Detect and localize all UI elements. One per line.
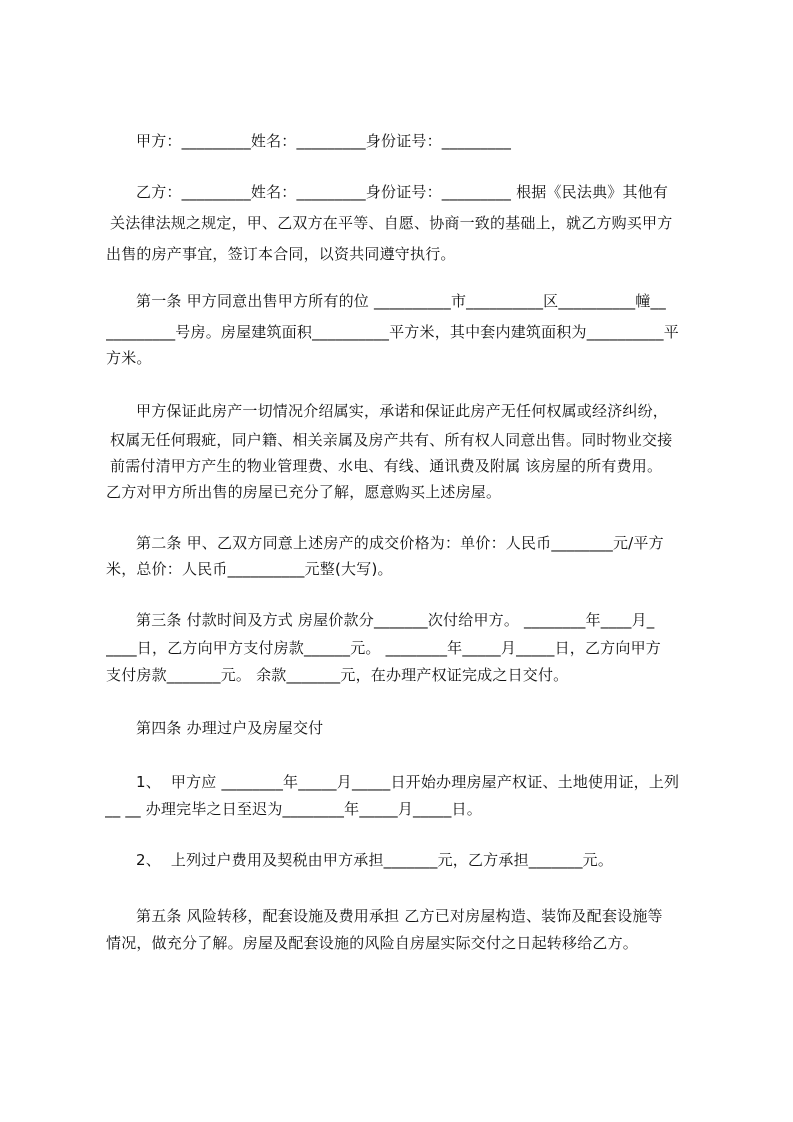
article-2-line-2: 米，总价：人民币__________元整(大写)。 xyxy=(106,560,393,578)
party-b-line: 乙方：_________姓名：_________身份证号：_________ 根据《民法典》其他有 xyxy=(136,183,669,201)
article-1-line-1: 第一条 甲方同意出售甲方所有的位 __________市__________区__________幢__ xyxy=(136,292,666,310)
article-4-item-2: 2、 上列过户费用及契税由甲方承担_______元，乙方承担_______元。 xyxy=(136,851,614,869)
article-1-line-3: 方米。 xyxy=(106,349,152,367)
intro-line-2: 出售的房产事宜，签订本合同，以资共同遵守执行。 xyxy=(106,245,456,263)
article-4-item-1-line-2: __ __ 办理完毕之日至迟为________年_____月_____日。 xyxy=(105,800,482,818)
guarantee-line-4: 乙方对甲方所出售的房屋已充分了解，愿意购买上述房屋。 xyxy=(106,483,502,501)
article-1-line-2: _________号房。房屋建筑面积__________平方米，其中套内建筑面积为__________平 xyxy=(106,323,679,341)
article-5-line-1: 第五条 风险转移，配套设施及费用承担 乙方已对房屋构造、装饰及配套设施等 xyxy=(136,907,663,925)
guarantee-line-2: 权属无任何瑕疵，同户籍、相关亲属及房产共有、所有权人同意出售。同时物业交接 xyxy=(110,431,673,449)
intro-line-1: 关法律法规之规定，甲、乙双方在平等、自愿、协商一致的基础上，就乙方购买甲方 xyxy=(110,214,673,232)
article-5-line-2: 情况，做充分了解。房屋及配套设施的风险自房屋实际交付之日起转移给乙方。 xyxy=(106,934,639,952)
party-a-line: 甲方：_________姓名：_________身份证号：_________ xyxy=(136,132,512,150)
guarantee-line-1: 甲方保证此房产一切情况介绍属实，承诺和保证此房产无任何权属或经济纠纷， xyxy=(136,402,669,420)
guarantee-line-3: 前需付清甲方产生的物业管理费、水电、有线、通讯费及附属 该房屋的所有费用。 xyxy=(110,457,663,475)
article-3-line-3: 支付房款_______元。 余款_______元，在办理产权证完成之日交付。 xyxy=(106,666,569,684)
article-3-line-2: ____日，乙方向甲方支付房款______元。 ________年_____月_____日，乙方向甲方 xyxy=(106,639,661,657)
article-4-item-1-line-1: 1、 甲方应 ________年_____月_____日开始办理房屋产权证、土地使用证，上列 xyxy=(136,773,680,791)
article-3-line-1: 第三条 付款时间及方式 房屋价款分_______次付给甲方。 ________年____月_ xyxy=(136,611,655,629)
article-4-heading: 第四条 办理过户及房屋交付 xyxy=(136,719,324,737)
article-2-line-1: 第二条 甲、乙双方同意上述房产的成交价格为：单价：人民币________元/平方 xyxy=(136,534,664,552)
